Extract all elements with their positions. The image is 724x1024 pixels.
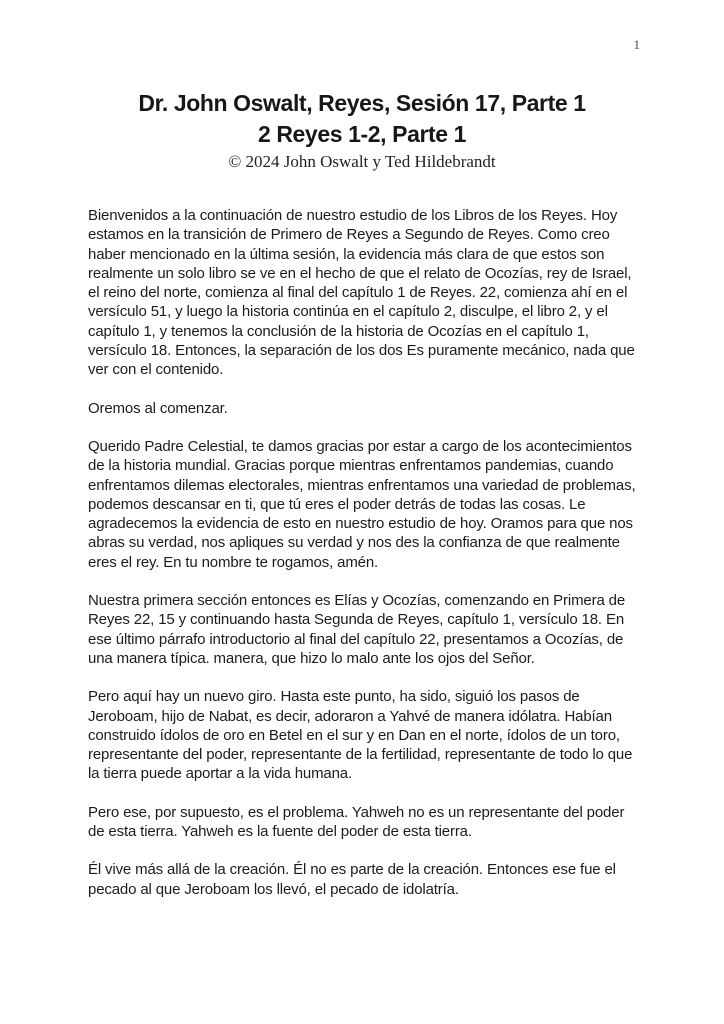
copyright-line: © 2024 John Oswalt y Ted Hildebrandt [228, 152, 496, 171]
document-body [88, 206, 638, 899]
paragraph-new-twist: Pero aquí hay un nuevo giro. Hasta este punto, ha sido, siguió los pasos de Jeroboam, hijo de Nabat, es decir, adoraron a Yahvé de manera idólatra. Habían construido ídolos de oro en Betel en el sur y en Dan en el norte, ídolos de un toro, representante del poder, representante de la fertilidad, representante de todo lo que la tierra puede aportar a la vida humana. [88, 688, 633, 783]
document-title-line2: 2 Reyes 1-2, Parte 1 [257, 121, 467, 147]
paragraph-beyond-creation: Él vive más allá de la creación. Él no es parte de la creación. Entonces ese fue el pecado al que Jeroboam los llevó, el pecado de idolatría. [88, 861, 616, 898]
document-header [0, 0, 724, 173]
paragraph-prayer: Querido Padre Celestial, te damos gracias por estar a cargo de los acontecimientos de la historia mundial. Gracias porque mientras enfrentamos pandemias, cuando enfrentamos dilemas electorales, mientras enfrentamos una variedad de problemas, podemos descansar en ti, que tú eres el poder detrás de todas las cosas. Le agradecemos la evidencia de esto en nuestro estudio de hoy. Oramos para que nos abras su verdad, nos apliques su verdad y nos des la confianza de que realmente eres el rey. En tu nombre te rogamos, amén. [88, 437, 636, 571]
document-title-line1: Dr. John Oswalt, Reyes, Sesión 17, Parte 1 [138, 90, 586, 116]
paragraph-yahweh-source: Pero ese, por supuesto, es el problema. Yahweh no es un representante del poder de esta tierra. Yahweh es la fuente del poder de esta tierra. [88, 803, 625, 841]
page-number: 1 [633, 37, 640, 52]
paragraph-first-section: Nuestra primera sección entonces es Elías y Ocozías, comenzando en Primera de Reyes 22, 15 y continuando hasta Segunda de Reyes, capítulo 1, versículo 18. En ese último párrafo introductorio al final del capítulo 22, presentamos a Ocozías, de una manera típica. manera, que hizo lo malo ante los ojos del Señor. [88, 592, 626, 667]
paragraph-prayer-intro: Oremos al comenzar. [88, 399, 228, 417]
paragraph-welcome: Bienvenidos a la continuación de nuestro estudio de los Libros de los Reyes. Hoy estamos en la transición de Primero de Reyes a Segundo de Reyes. Como creo haber mencionado en la última sesión, la evidencia más clara de que estos son realmente un solo libro se ve en el hecho de que el relato de Ocozías, rey de Israel, el reino del norte, comienza al final del capítulo 1 de Reyes. 22, comienza ahí en el versículo 51, y luego la historia continúa en el capítulo 2, disculpe, el libro 2, y el capítulo 1, y tenemos la conclusión de la historia de Ocozías en el capítulo 1, versículo 18. Entonces, la separación de los dos Es puramente mecánico, nada que ver con el contenido. [88, 207, 635, 379]
